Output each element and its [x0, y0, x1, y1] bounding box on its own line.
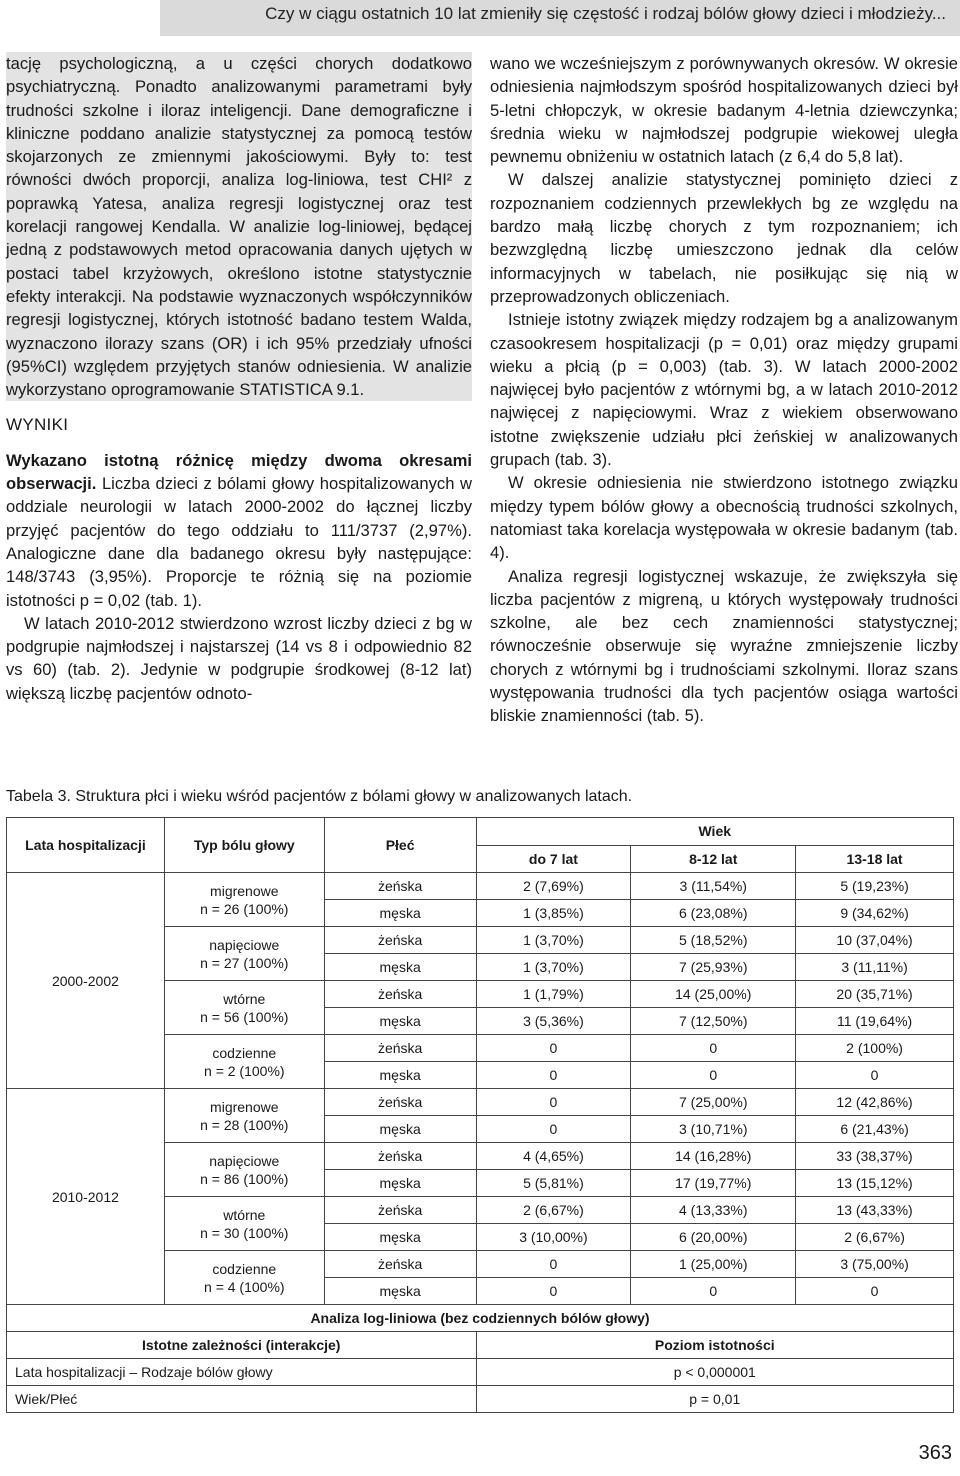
sex-cell: żeńska: [324, 1035, 476, 1062]
sex-cell: męska: [324, 1170, 476, 1197]
value-cell: 3 (10,71%): [631, 1116, 796, 1143]
value-cell: 0: [476, 1035, 631, 1062]
value-cell: 0: [476, 1116, 631, 1143]
value-cell: 13 (43,33%): [796, 1197, 954, 1224]
loglinear-row: [7, 1359, 954, 1386]
period-cell: 2010-2012: [7, 1089, 165, 1305]
type-cell: [164, 927, 324, 981]
value-cell: 2 (100%): [796, 1035, 954, 1062]
sex-cell: męska: [324, 900, 476, 927]
type-cell: [164, 1251, 324, 1305]
type-cell: [164, 1089, 324, 1143]
value-cell: 3 (75,00%): [796, 1251, 954, 1278]
loglinear-title: Analiza log-liniowa (bez codziennych bólów głowy): [7, 1305, 954, 1332]
value-cell: 5 (18,52%): [631, 927, 796, 954]
value-cell: 7 (12,50%): [631, 1008, 796, 1035]
sex-cell: żeńska: [324, 1089, 476, 1116]
type-count: n = 2 (100%): [204, 1062, 285, 1079]
sex-cell: męska: [324, 1224, 476, 1251]
value-cell: 2 (7,69%): [476, 873, 631, 900]
value-cell: 1 (3,70%): [476, 954, 631, 981]
sex-cell: męska: [324, 1116, 476, 1143]
value-cell: 20 (35,71%): [796, 981, 954, 1008]
sex-cell: żeńska: [324, 873, 476, 900]
value-cell: 2 (6,67%): [476, 1197, 631, 1224]
table-row: [7, 873, 954, 900]
type-cell: [164, 1035, 324, 1089]
sex-cell: męska: [324, 954, 476, 981]
value-cell: 7 (25,93%): [631, 954, 796, 981]
sex-cell: żeńska: [324, 981, 476, 1008]
value-cell: 3 (11,54%): [631, 873, 796, 900]
value-cell: 1 (1,79%): [476, 981, 631, 1008]
methods-paragraph: tację psychologiczną, a u części chorych dodatkowo psychiatryczną. Ponadto analizowanymi parametrami były trudności szkolne i iloraz inteligencji. Dane demograficzne i kliniczne poddano analizie statystycznej za pomocą testów skojarzonych ze zmiennymi jakościowymi. Były to: test równości dwóch proporcji, analiza log-liniowa, test CHI² z poprawką Yatesa, analiza regresji logistycznej oraz test korelacji rangowej Kendalla. W analizie log-liniowej, będącej jedną z podstawowych metod opracowania danych ujętych w postaci tabel krzyżowych, określono istotne statystycznie efekty interakcji. Na podstawie wyznaczonych współczynników regresji logistycznej, których istotność badano testem Walda, wyznaczono ilorazy szans (OR) i ich 95% przedziały ufności (95%CI) względem przyjętych stanów odniesienia. W analizie wykorzystano oprogramowanie STATISTICA 9.1.: [6, 52, 472, 401]
loglinear-header-interactions: Istotne zależności (interakcje): [7, 1332, 477, 1359]
header-type: Typ bólu głowy: [164, 818, 324, 873]
value-cell: 0: [796, 1062, 954, 1089]
loglinear-p-value: p < 0,000001: [476, 1359, 953, 1386]
header-age-group: do 7 lat: [476, 845, 631, 873]
type-cell: [164, 1197, 324, 1251]
value-cell: 1 (25,00%): [631, 1251, 796, 1278]
value-cell: 10 (37,04%): [796, 927, 954, 954]
type-count: n = 28 (100%): [200, 1116, 289, 1133]
value-cell: 0: [476, 1062, 631, 1089]
value-cell: 3 (10,00%): [476, 1224, 631, 1251]
type-name: wtórne: [223, 990, 266, 1007]
value-cell: 0: [796, 1278, 954, 1305]
value-cell: 4 (4,65%): [476, 1143, 631, 1170]
right-paragraph-1: wano we wcześniejszym z porównywanych okresów. W okresie odniesienia najmłodszym spośród hospitalizowanych dzieci był 5-letni chłopczyk, w okresie badanym 4-letnia dziewczynka; średnia wieku w najmłodszej podgrupie wiekowej uległa pewnemu obniżeniu w ostatnich latach (z 6,4 do 5,8 lat).: [490, 54, 958, 167]
value-cell: 0: [476, 1251, 631, 1278]
value-cell: 2 (6,67%): [796, 1224, 954, 1251]
running-header: [160, 0, 960, 36]
value-cell: 1 (3,70%): [476, 927, 631, 954]
loglinear-row: [7, 1386, 954, 1413]
table-row: [7, 1089, 954, 1116]
right-column: [490, 52, 958, 728]
sex-cell: męska: [324, 1062, 476, 1089]
value-cell: 0: [631, 1035, 796, 1062]
value-cell: 1 (3,85%): [476, 900, 631, 927]
results-paragraph-2: W latach 2010-2012 stwierdzono wzrost liczby dzieci z bg w podgrupie najmłodszej i najstarszej (14 vs 8 i odpowiednio 82 vs 60) (tab. 2). Jedynie w podgrupie środkowej (8-12 lat) większą liczbę pacjentów odnoto-: [6, 613, 472, 703]
loglinear-p-value: p = 0,01: [476, 1386, 953, 1413]
period-cell: 2000-2002: [7, 873, 165, 1089]
header-period: Lata hospitalizacji: [7, 818, 165, 873]
sex-cell: żeńska: [324, 1143, 476, 1170]
value-cell: 0: [476, 1089, 631, 1116]
sex-cell: żeńska: [324, 927, 476, 954]
value-cell: 3 (5,36%): [476, 1008, 631, 1035]
left-column: [6, 52, 472, 705]
value-cell: 4 (13,33%): [631, 1197, 796, 1224]
table-3: [6, 817, 954, 1413]
sex-cell: żeńska: [324, 1197, 476, 1224]
type-cell: [164, 1143, 324, 1197]
loglinear-header-significance: Poziom istotności: [476, 1332, 953, 1359]
value-cell: 9 (34,62%): [796, 900, 954, 927]
sex-cell: żeńska: [324, 1251, 476, 1278]
type-count: n = 30 (100%): [200, 1224, 289, 1241]
value-cell: 12 (42,86%): [796, 1089, 954, 1116]
running-header-title: Czy w ciągu ostatnich 10 lat zmieniły się częstość i rodzaj bólów głowy dzieci i młodzieży...: [265, 4, 946, 23]
type-name: wtórne: [223, 1206, 266, 1223]
header-age: Wiek: [476, 818, 953, 846]
type-name: napięciowe: [209, 1152, 280, 1169]
page-number: 363: [918, 1442, 952, 1464]
type-count: n = 4 (100%): [204, 1278, 285, 1295]
loglinear-header-row: [7, 1332, 954, 1359]
value-cell: 6 (21,43%): [796, 1116, 954, 1143]
type-cell: [164, 981, 324, 1035]
section-title-results: WYNIKI: [6, 415, 69, 435]
type-name: codzienne: [212, 1044, 277, 1061]
table-body: [7, 818, 954, 1413]
value-cell: 0: [631, 1278, 796, 1305]
table-caption: Tabela 3. Struktura płci i wieku wśród pacjentów z bólami głowy w analizowanych latach.: [6, 788, 633, 805]
type-cell: [164, 873, 324, 927]
value-cell: 14 (16,28%): [631, 1143, 796, 1170]
loglinear-interaction: Wiek/Płeć: [7, 1386, 477, 1413]
value-cell: 6 (20,00%): [631, 1224, 796, 1251]
type-name: napięciowe: [209, 936, 280, 953]
sex-cell: męska: [324, 1008, 476, 1035]
header-age-group: 13-18 lat: [796, 845, 954, 873]
right-paragraph-3: Istnieje istotny związek między rodzajem bg a analizowanym czasookresem hospitalizacji (p = 0,01) oraz między grupami wieku a płcią (p = 0,003) (tab. 3). W latach 2000-2002 najwięcej było pacjentów z wtórnymi bg, a w latach 2010-2012 najwięcej z napięciowymi. Wraz z wiekiem obserwowano istotne zwiększenie udziału płci żeńskiej w analizowanych grupach (tab. 3).: [490, 310, 958, 470]
loglinear-interaction: Lata hospitalizacji – Rodzaje bólów głowy: [7, 1359, 477, 1386]
right-paragraph-5: Analiza regresji logistycznej wskazuje, że zwiększyła się liczba pacjentów z migreną, u których występowały trudności szkolne, ale bez cech znamienności statystycznej; równocześnie obserwuje się wyraźne zmniejszenie liczby chorych z wtórnymi bg i trudnościami szkolnymi. Iloraz szans występowania trudności dla tych pacjentów osiąga wartości bliskie znamienności (tab. 5).: [490, 566, 958, 726]
results-lead-bold: Wykazano istotną różnicę między dwoma okresami obserwacji.: [6, 450, 472, 494]
value-cell: 17 (19,77%): [631, 1170, 796, 1197]
header-sex: Płeć: [324, 818, 476, 873]
type-count: n = 56 (100%): [200, 1008, 289, 1025]
right-paragraph-2: W dalszej analizie statystycznej pominięto dzieci z rozpoznaniem codziennych przewlekłych bg ze względu na bardzo małą liczbę chorych z tym rozpoznaniem; ich bezwzględną liczbę umieszczono jednak dla celów informacyjnych w tabelach, nie posiłkując się nią w przeprowadzonych obliczeniach.: [490, 170, 958, 306]
value-cell: 0: [631, 1062, 796, 1089]
value-cell: 6 (23,08%): [631, 900, 796, 927]
value-cell: 5 (5,81%): [476, 1170, 631, 1197]
value-cell: 3 (11,11%): [796, 954, 954, 981]
type-name: migrenowe: [210, 882, 279, 899]
value-cell: 33 (38,37%): [796, 1143, 954, 1170]
type-name: codzienne: [212, 1260, 277, 1277]
value-cell: 14 (25,00%): [631, 981, 796, 1008]
loglinear-title-row: [7, 1305, 954, 1332]
type-count: n = 26 (100%): [200, 900, 289, 917]
sex-cell: męska: [324, 1278, 476, 1305]
value-cell: 11 (19,64%): [796, 1008, 954, 1035]
value-cell: 5 (19,23%): [796, 873, 954, 900]
results-paragraph-1-text: Liczba dzieci z bólami głowy hospitalizowanych w oddziale neurologii w latach 2000-2002 do łącznej liczby przyjęć pacjentów do tego oddziału to 111/3737 (2,97%). Analogiczne dane dla badanego okresu były następujące: 148/3743 (3,95%). Proporcje te różnią się na poziomie istotności p = 0,02 (tab. 1).: [6, 474, 472, 610]
type-count: n = 27 (100%): [200, 954, 289, 971]
value-cell: 0: [476, 1278, 631, 1305]
value-cell: 7 (25,00%): [631, 1089, 796, 1116]
type-name: migrenowe: [210, 1098, 279, 1115]
right-paragraph-4: W okresie odniesienia nie stwierdzono istotnego związku między typem bólów głowy a obecnością trudności szkolnych, natomiast taka korelacja występowała w okresie badanym (tab. 4).: [490, 473, 958, 563]
results-paragraph-1: [6, 449, 472, 612]
type-count: n = 86 (100%): [200, 1170, 289, 1187]
header-age-group: 8-12 lat: [631, 845, 796, 873]
value-cell: 13 (15,12%): [796, 1170, 954, 1197]
